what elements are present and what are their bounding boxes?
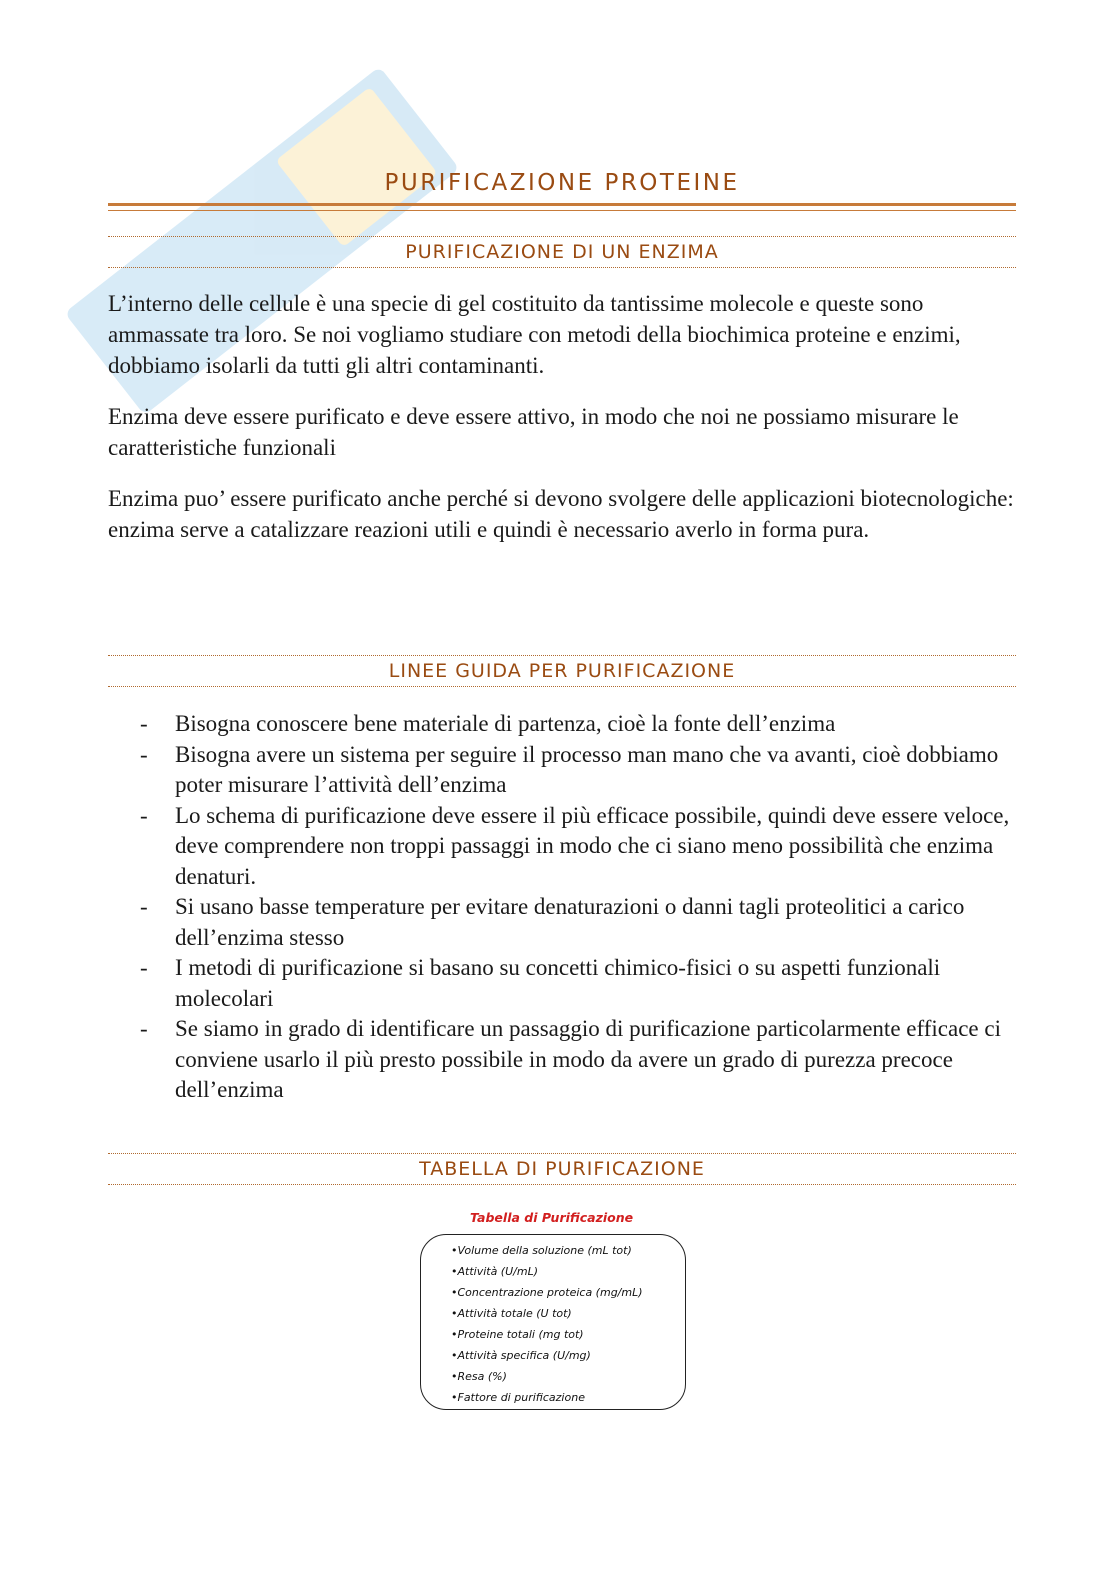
list-item-text: Lo schema di purificazione deve essere il più efficace possibile, quindi deve essere veloce, deve comprendere non troppi passaggi in modo che ci siano meno possibilità che enzima denaturi. [175, 802, 1010, 889]
list-item-text: Si usano basse temperature per evitare denaturazioni o danni tagli proteolitici a carico dell’enzima stesso [175, 894, 965, 950]
bullet-dash: - [140, 741, 148, 767]
figure-title: Tabella di Purificazione [470, 1210, 634, 1225]
bullet-dash: - [140, 711, 148, 736]
figure-list-item: •Volume della soluzione (mL tot) [451, 1244, 632, 1257]
list-item-text: Bisogna conoscere bene materiale di partenza, cioè la fonte dell’enzima [175, 711, 836, 736]
list-item [108, 1014, 1016, 1106]
figure-list-item: •Resa (%) [451, 1370, 507, 1383]
section-heading-linee-guida: LINEE GUIDA PER PURIFICAZIONE [108, 655, 1016, 687]
figure-list [421, 1235, 685, 1408]
bullet-dash: - [140, 955, 148, 980]
list-item-text: I metodi di purificazione si basano su concetti chimico-fisici o su aspetti funzionali molecolari [175, 955, 941, 1011]
figure-list-item: •Concentrazione proteica (mg/mL) [451, 1286, 643, 1299]
figure-list-item: •Attività specifica (U/mg) [451, 1349, 591, 1362]
list-item [108, 709, 1016, 740]
purification-table-figure [420, 1208, 690, 1418]
figure-list-item: •Attività (U/mL) [451, 1265, 538, 1278]
document-title: PURIFICAZIONE PROTEINE [384, 170, 740, 196]
guidelines-list [108, 709, 1016, 1106]
figure-list-item: •Fattore di purificazione [451, 1391, 585, 1404]
list-item-text: Bisogna avere un sistema per seguire il processo man mano che va avanti, cioè dobbiamo poter misurare l’attività dell’enzima [175, 741, 999, 797]
figure-box [420, 1234, 686, 1410]
list-item [108, 892, 1016, 953]
list-item [108, 953, 1016, 1014]
bullet-dash: - [140, 894, 148, 919]
section-heading-purificazione-enzima: PURIFICAZIONE DI UN ENZIMA [108, 236, 1016, 268]
list-item-text: Se siamo in grado di identificare un passaggio di purificazione particolarmente efficace ci conviene usarlo il più presto possibile in modo da avere un grado di purezza precoce dell’enzima [175, 1016, 1001, 1102]
section-heading-tabella: TABELLA DI PURIFICAZIONE [108, 1153, 1016, 1185]
paragraph-1: L’interno delle cellule è una specie di gel costituito da tantissime molecole e queste sono ammassate tra loro. Se noi vogliamo studiare con metodi della biochimica proteine e enzimi, dobbiamo isolarli da tutti gli altri contaminanti. [108, 291, 961, 378]
list-item [108, 801, 1016, 893]
figure-list-item: •Proteine totali (mg tot) [451, 1328, 584, 1341]
list-item [108, 740, 1016, 801]
bullet-dash: - [140, 802, 148, 828]
figure-list-item: •Attività totale (U tot) [451, 1307, 572, 1320]
title-divider [108, 203, 1016, 211]
paragraph-3: Enzima puo’ essere purificato anche perché si devono svolgere delle applicazioni biotecnologiche: enzima serve a catalizzare reazioni utili e quindi è necessario averlo in forma pura. [108, 486, 1014, 542]
paragraph-2: Enzima deve essere purificato e deve essere attivo, in modo che noi ne possiamo misurare le caratteristiche funzionali [108, 404, 959, 460]
bullet-dash: - [140, 1016, 148, 1041]
